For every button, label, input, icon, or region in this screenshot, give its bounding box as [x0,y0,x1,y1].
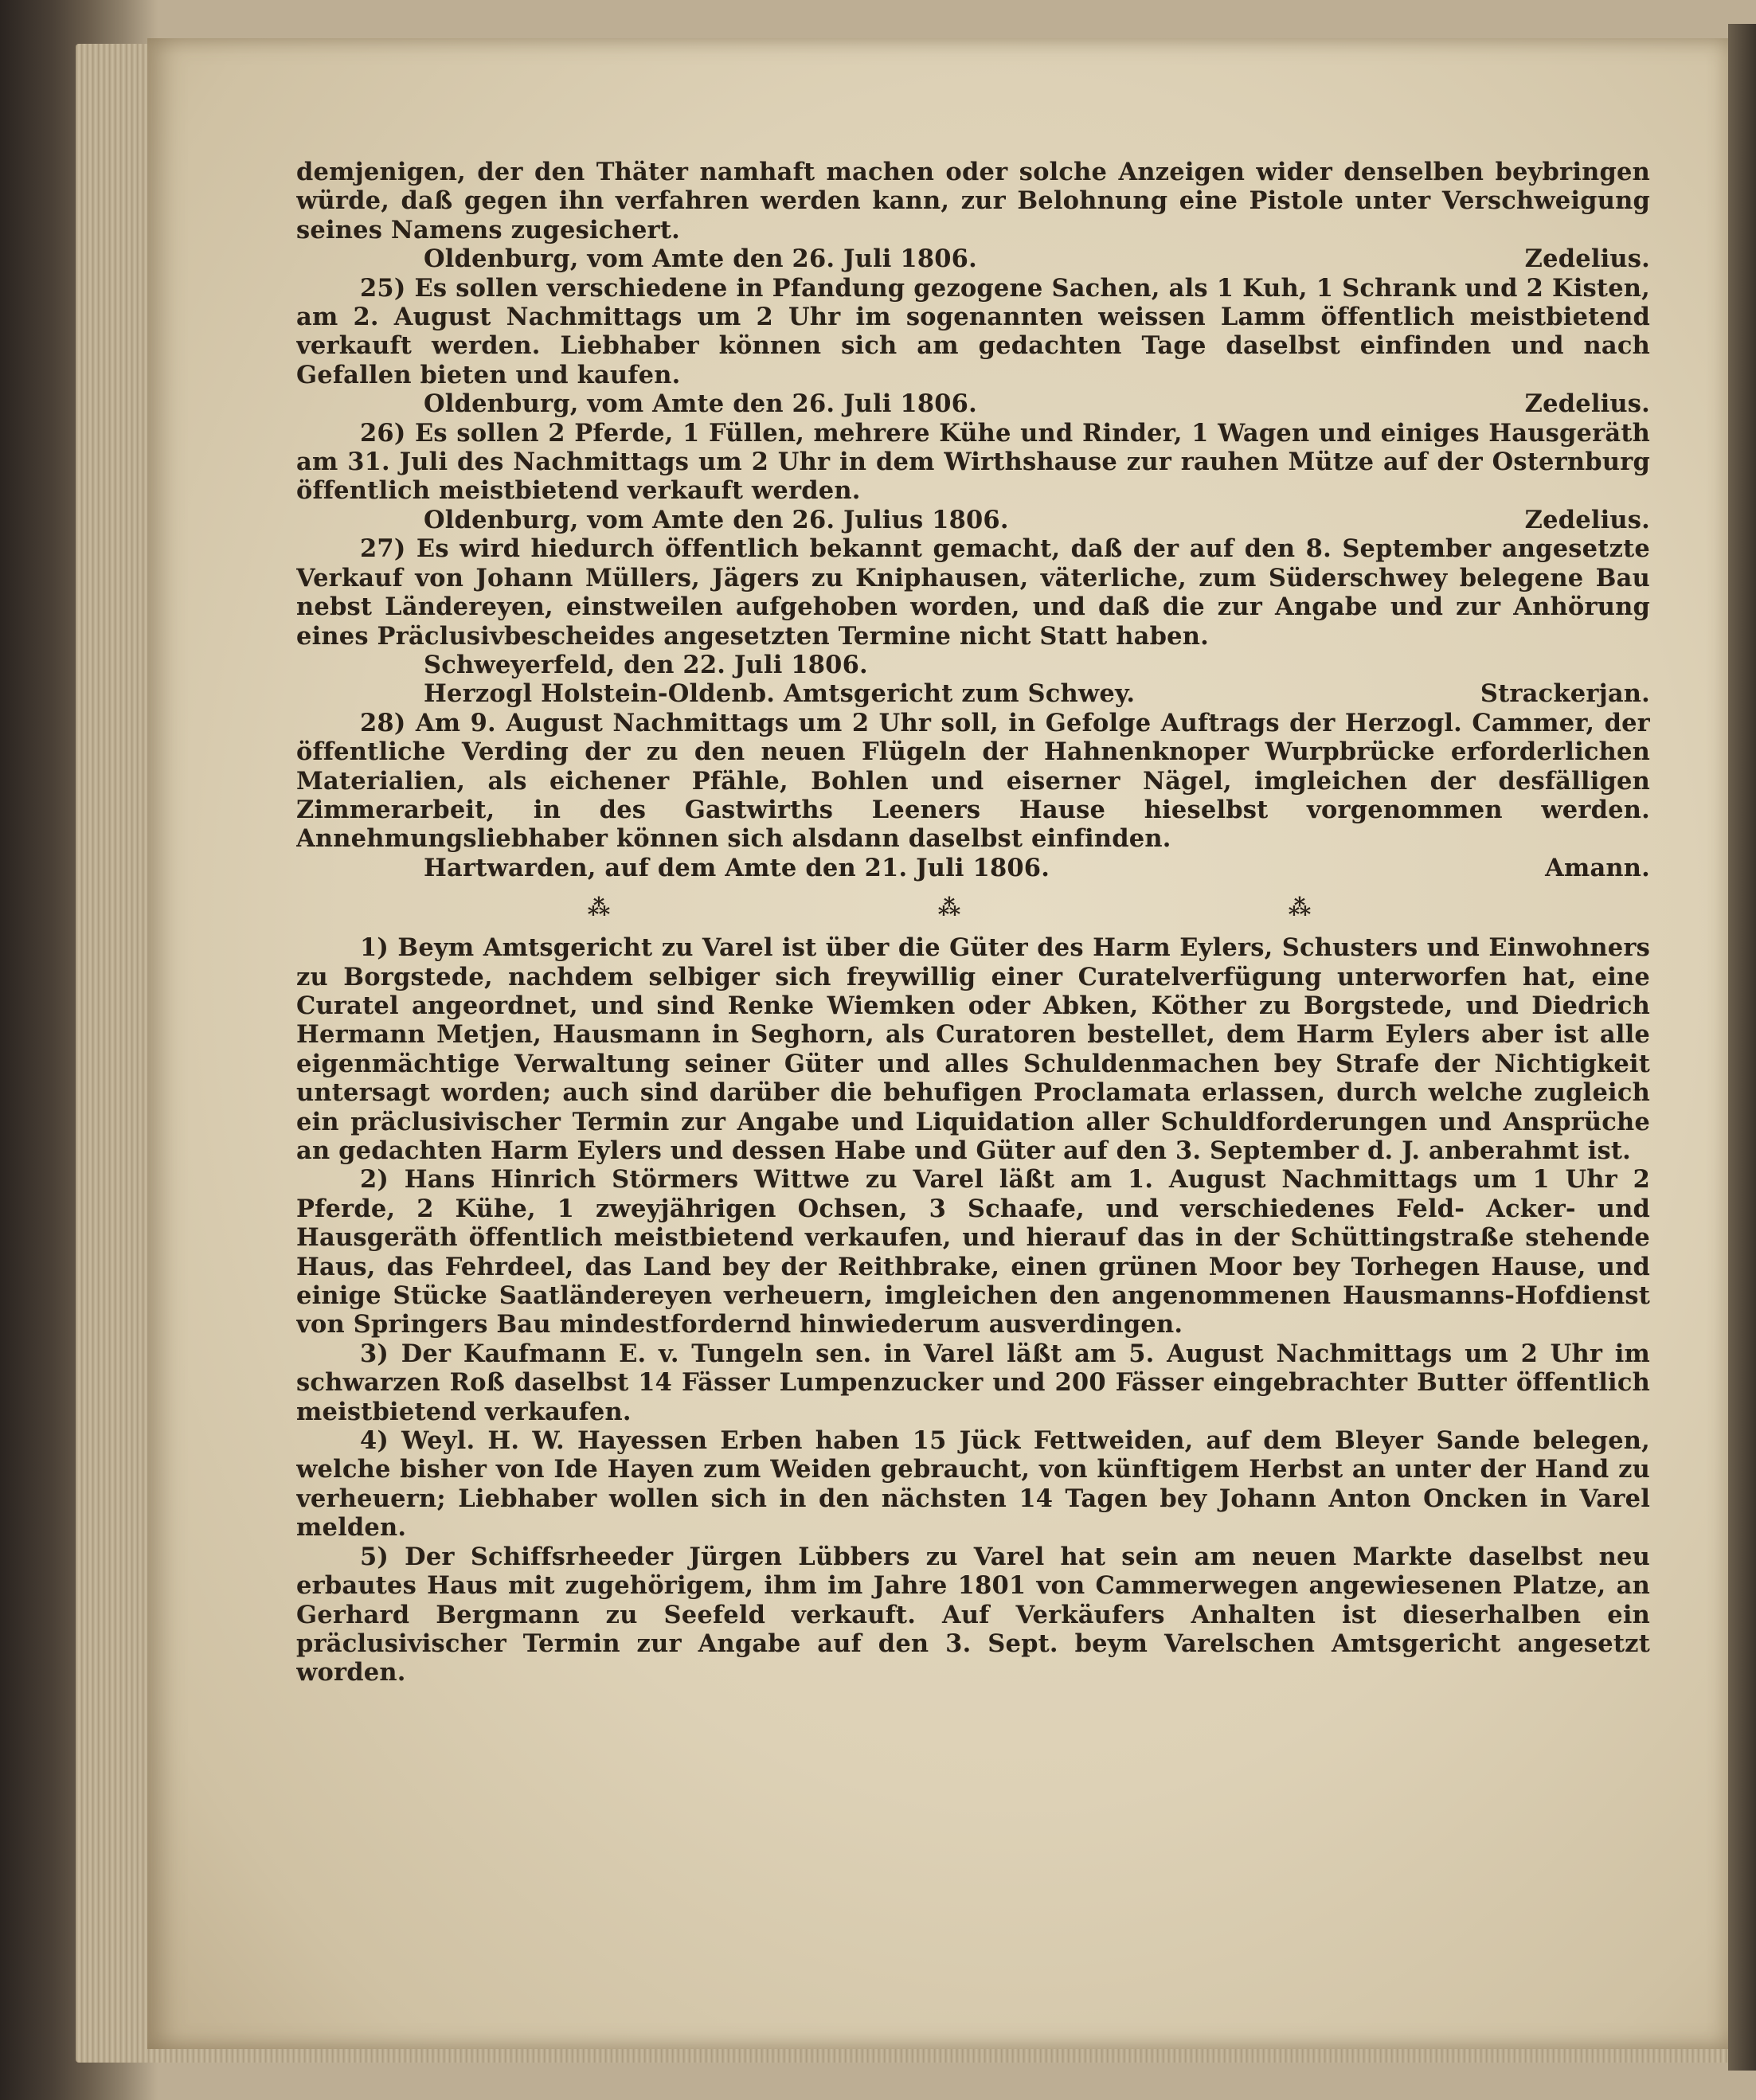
notice-28-signature: Amann. [1545,853,1650,882]
notice-24-signoff [296,244,1650,273]
asterism-mark: ⁂ [1288,894,1312,921]
section-2-item-5: 5) Der Schiffsrheeder Jürgen Lübbers zu Varel hat sein am neuen Markte daselbst neu erbautes Haus mit zugehörigem, ihm im Jahre 1801 von Cammerwegen angewiesenen Platze, an Gerhard Bergmann zu Seefeld verkauft. Auf Verkäufers Anhalten ist dieserhalben ein präclusivischer Termin zur Angabe auf den 3. Sept. beym Varelschen Amtsgericht angesetzt worden. [296,1542,1650,1687]
notice-27-signoff [296,679,1650,708]
notice-27-text: 27) Es wird hiedurch öffentlich bekannt gemacht, daß der auf den 8. September angesetzte Verkauf von Johann Müllers, Jägers zu Kniphausen, väterliche, zum Süderschwey belegene Bau nebst Ländereyen, einstweilen aufgehoben worden, und daß die zur Angabe und zur Anhörung eines Präclusivbescheides angesetzten Termine nicht Statt haben. [296,534,1650,651]
section-2-item-3: 3) Der Kaufmann E. v. Tungeln sen. in Varel läßt am 5. August Nachmittags um 2 Uhr im schwarzen Roß daselbst 14 Fässer Lumpenzucker und 200 Fässer eingebrachter Butter öffentlich meistbietend verkaufen. [296,1339,1650,1426]
notice-26-signature: Zedelius. [1524,505,1650,534]
section-2-item-1: 1) Beym Amtsgericht zu Varel ist über die Güter des Harm Eylers, Schusters und Einwohners zu Borgstede, nachdem selbiger sich freywillig einer Curatelverfügung unterworfen hat, eine Curatel angeordnet, und sind Renke Wiemken oder Abken, Köther zu Borgstede, und Diedrich Hermann Metjen, Hausmann in Seghorn, als Curatoren bestellet, dem Harm Eylers aber ist alle eigenmächtige Verwaltung seiner Güter und alles Schuldenmachen bey Strafe der Nichtigkeit untersagt worden; auch sind darüber die behufigen Proclamata erlassen, durch welche zugleich ein präclusivischer Termin zur Angabe und Liquidation aller Schuldforderungen und Ansprüche an gedachten Harm Eylers und dessen Habe und Güter auf den 3. September d. J. anberahmt ist. [296,933,1650,1165]
notice-24-place-date: Oldenburg, vom Amte den 26. Juli 1806. [424,244,977,274]
notice-24-text: demjenigen, der den Thäter namhaft machen oder solche Anzeigen wider denselben beybringen würde, daß gegen ihn verfahren werden kann, zur Belohnung eine Pistole unter Verschweigung seines Namens zugesichert. [296,158,1650,244]
notice-25-signoff [296,389,1650,418]
notice-27-signature: Strackerjan. [1480,679,1650,709]
notice-24-signature: Zedelius. [1524,244,1650,274]
asterism-mark: ⁂ [937,894,961,921]
page-text [296,158,1650,1894]
notice-28-place-date: Hartwarden, auf dem Amte den 21. Juli 1806. [424,853,1050,882]
notice-26-place-date: Oldenburg, vom Amte den 26. Julius 1806. [424,505,1009,534]
notice-27-place-date: Schweyerfeld, den 22. Juli 1806. [424,650,868,679]
notice-28-signoff [296,854,1650,882]
section-2-item-2: 2) Hans Hinrich Störmers Wittwe zu Varel läßt am 1. August Nachmittags um 1 Uhr 2 Pferde, 2 Kühe, 1 zweyjährigen Ochsen, 3 Schaafe, und verschiedenes Feld- Acker- und Hausgeräth öffentlich meistbietend verkaufen, und hierauf das in der Schüttingstraße stehende Haus, das Fehrdeel, das Land bey der Reithbrake, einen grünen Moor bey Torhegen Hause, und einige Stücke Saatländereyen verheuern, imgleichen den angenommenen Hausmanns-Hofdienst von Springers Bau mindestfordernd hinwiederum ausverdingen. [296,1165,1650,1339]
asterism-mark: ⁂ [587,894,611,921]
notice-25-signature: Zedelius. [1524,389,1650,419]
notice-28-text: 28) Am 9. August Nachmittags um 2 Uhr soll, in Gefolge Auftrags der Herzogl. Cammer, der öffentliche Verding der zu den neuen Flügeln der Hahnenknoper Wurpbrücke erforderlichen Materialien, als eichener Pfähle, Bohlen und eiserner Nägel, imgleichen der desfälligen Zimmerarbeit, in des Gastwirths Leeners Hause hieselbst vorgenommen werden. Annehmungsliebhaber können sich alsdann daselbst einfinden. [296,708,1650,854]
notice-26-text: 26) Es sollen 2 Pferde, 1 Füllen, mehrere Kühe und Rinder, 1 Wagen und einiges Hausgeräth am 31. Juli des Nachmittags um 2 Uhr in dem Wirthshause zur rauhen Mütze auf der Osternburg öffentlich meistbietend verkauft werden. [296,418,1650,506]
notice-27-court: Herzogl Holstein-Oldenb. Amtsgericht zum Schwey. [424,679,1136,709]
notice-25-place-date: Oldenburg, vom Amte den 26. Juli 1806. [424,389,977,419]
section-2-item-4: 4) Weyl. H. W. Hayessen Erben haben 15 Jück Fettweiden, auf dem Bleyer Sande belegen, welche bisher von Ide Hayen zum Weiden gebraucht, von künftigem Herbst an unter der Hand zu verheuern; Liebhaber wollen sich in den nächsten 14 Tagen bey Johann Anton Oncken in Varel melden. [296,1426,1650,1543]
section-separator [296,894,1650,922]
book-right-edge [1728,24,1756,2071]
notice-25-text: 25) Es sollen verschiedene in Pfandung gezogene Sachen, als 1 Kuh, 1 Schrank und 2 Kisten, am 2. August Nachmittags um 2 Uhr im sogenannten weissen Lamm öffentlich meistbietend verkauft werden. Liebhaber können sich am gedachten Tage daselbst einfinden und nach Gefallen bieten und kaufen. [296,273,1650,389]
notice-26-signoff [296,506,1650,534]
